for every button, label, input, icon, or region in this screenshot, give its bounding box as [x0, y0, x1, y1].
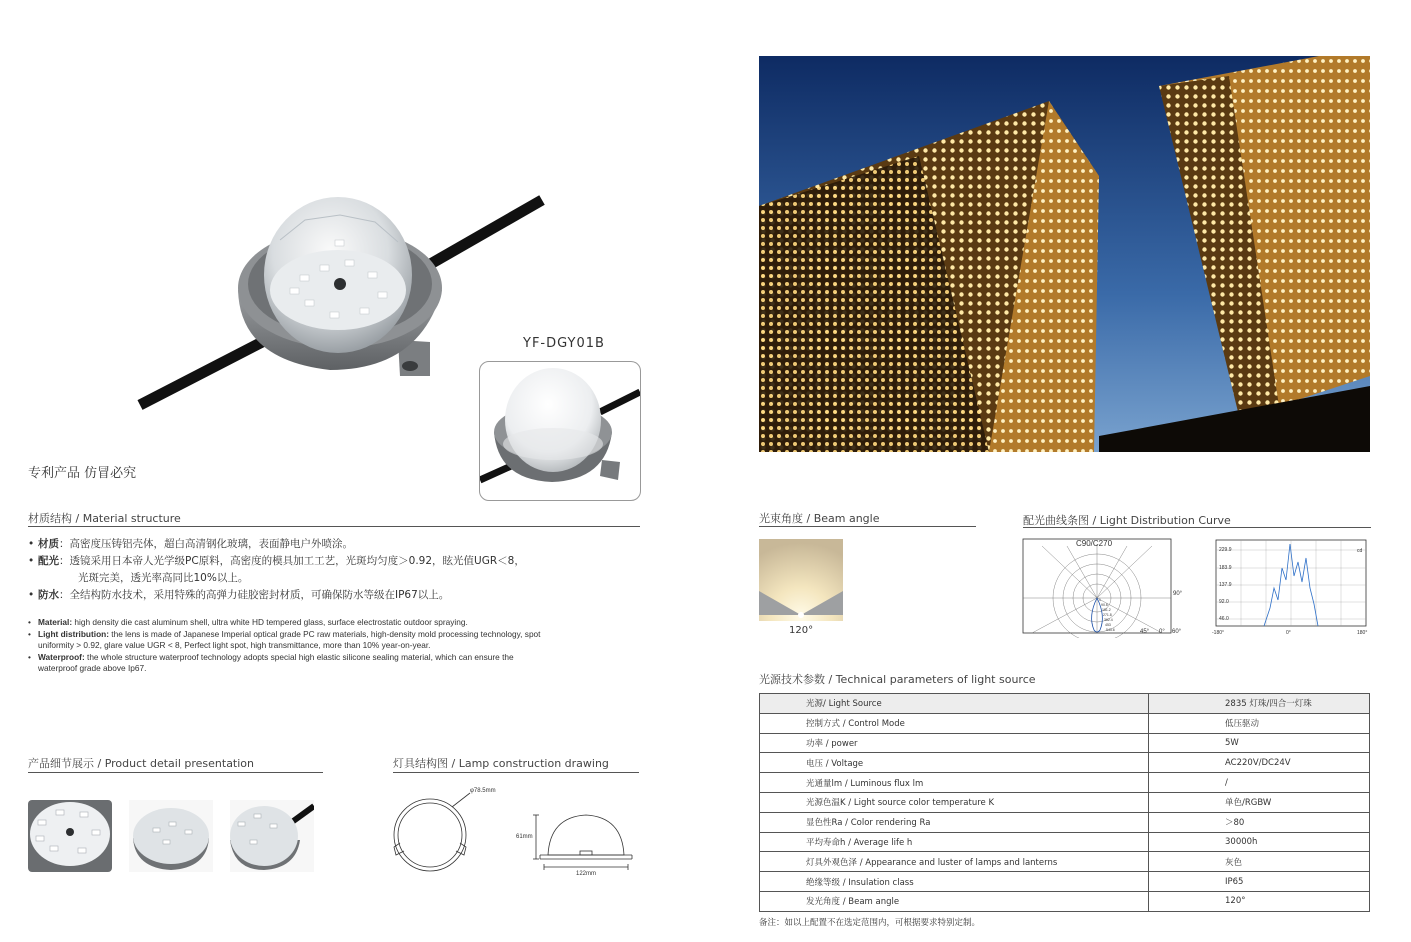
polar-60: 60° [1172, 629, 1182, 635]
frosted-dome-image [480, 362, 640, 500]
detail-thumb-2 [129, 800, 213, 872]
polar-label: C90/C270 [1076, 539, 1113, 548]
desc: the lens is made of Japanese Imperial optical grade PC raw materials, high-density mold processing technology, spot uniformity > 0.92, glare value UGR < 8, Perfect light spot, high transmittance, more than 10% year-on-year. [38, 628, 541, 650]
detail-thumb-3 [230, 800, 314, 872]
polar-ring-label: 90.6 [1101, 603, 1108, 607]
term: Material: [38, 617, 73, 627]
drawing-section-title: 灯具结构图 / Lamp construction drawing [393, 757, 609, 770]
curve-rule [1023, 527, 1371, 528]
y-tick: 46.0 [1219, 616, 1229, 622]
polar-0: 0° [1159, 629, 1165, 635]
param-key: 光通量lm / Luminous flux lm [760, 773, 1149, 793]
material-cn-item [28, 536, 628, 553]
light-cn-item [28, 553, 628, 587]
material-en-list [28, 617, 553, 675]
polar-45: 45° [1140, 629, 1150, 635]
unit-label: cd [1357, 548, 1363, 554]
x-tick: -180° [1212, 630, 1225, 636]
polar-90: 90° [1173, 591, 1183, 597]
param-value: AC220V/DC24V [1149, 753, 1370, 773]
param-key: 平均寿命h / Average life h [760, 832, 1149, 852]
param-value: 120° [1149, 891, 1370, 911]
detail-thumb-1 [28, 800, 112, 872]
patent-notice: 专利产品 仿冒必究 [28, 466, 137, 481]
param-value: 单色/RGBW [1149, 792, 1370, 812]
params-table [759, 693, 1370, 912]
polar-ring-label: 181.2 [1102, 608, 1111, 612]
material-section-title: 材质结构 / Material structure [28, 512, 181, 525]
table-row [760, 713, 1370, 733]
beam-angle-value: 120° [789, 625, 814, 636]
polar-curve-chart [1022, 538, 1187, 638]
term: 配光 [38, 555, 59, 567]
param-value: 2835 灯珠/四合一灯珠 [1149, 694, 1370, 714]
material-en-item [28, 617, 553, 629]
param-value: 30000h [1149, 832, 1370, 852]
y-tick: 92.0 [1219, 599, 1229, 605]
drawing-rule [393, 772, 639, 773]
param-key: 电压 / Voltage [760, 753, 1149, 773]
desc-cont: 光斑完美，透光率高同比10%以上。 [78, 572, 249, 584]
y-tick: 229.9 [1219, 547, 1232, 553]
polar-ring-label: 271.8 [1103, 613, 1112, 617]
param-value: ＞80 [1149, 812, 1370, 832]
param-key: 发光角度 / Beam angle [760, 891, 1149, 911]
x-tick: 0° [1286, 630, 1291, 636]
dim-width: 122mm [576, 871, 597, 877]
param-value: IP65 [1149, 872, 1370, 892]
dim-height: 61mm [516, 834, 533, 840]
desc: ：透镜采用日本帝人光学级PC原料，高密度的模具加工工艺，光斑均匀度＞0.92，眩光值UGR＜8， [59, 555, 525, 567]
param-key: 光源色温K / Light source color temperature K [760, 792, 1149, 812]
polar-ring-label: 453 [1105, 623, 1111, 627]
param-key: 控制方式 / Control Mode [760, 713, 1149, 733]
polar-ring-label: 543.6 [1106, 628, 1115, 632]
param-key: 绝缘等级 / Insulation class [760, 872, 1149, 892]
desc: ：全结构防水技术，采用特殊的高弹力硅胶密封材质，可确保防水等级在IP67以上。 [59, 589, 450, 601]
detail-rule [28, 772, 323, 773]
table-row [760, 852, 1370, 872]
model-name: YF-DGY01B [523, 336, 605, 351]
param-value: 灰色 [1149, 852, 1370, 872]
table-row [760, 694, 1370, 714]
term: 防水 [38, 589, 59, 601]
linear-curve-chart [1212, 538, 1374, 638]
term: 材质 [38, 538, 59, 550]
table-row [760, 792, 1370, 812]
light-en-item [28, 629, 553, 652]
desc: the whole structure waterproof technology adopts special high elastic silicone sealing material, which can ensure the waterproof grade above Ip67. [38, 651, 514, 673]
beam-rule [759, 526, 976, 527]
material-rule [28, 526, 640, 527]
table-row [760, 733, 1370, 753]
construction-drawing [390, 785, 640, 880]
detail-section-title: 产品细节展示 / Product detail presentation [28, 757, 254, 770]
curve-section-title: 配光曲线条图 / Light Distribution Curve [1023, 514, 1231, 527]
param-key: 显色性Ra / Color rendering Ra [760, 812, 1149, 832]
material-cn-list [28, 536, 628, 604]
beam-angle-image [759, 539, 843, 621]
param-value: 低压驱动 [1149, 713, 1370, 733]
inset-product-frame [479, 361, 641, 501]
table-row [760, 773, 1370, 793]
table-row [760, 832, 1370, 852]
param-key: 光源/ Light Source [760, 694, 1149, 714]
term: Light distribution: [38, 628, 109, 639]
y-tick: 183.9 [1219, 565, 1232, 571]
y-tick: 137.9 [1219, 582, 1232, 588]
table-row [760, 891, 1370, 911]
desc: high density die cast aluminum shell, ultra white HD tempered glass, surface electrostatic outdoor spraying. [72, 617, 468, 627]
param-key: 功率 / power [760, 733, 1149, 753]
term: Waterproof: [38, 651, 85, 662]
params-section-title: 光源技术参数 / Technical parameters of light source [759, 673, 1036, 686]
x-tick: 180° [1357, 630, 1368, 636]
table-row [760, 812, 1370, 832]
polar-ring-label: 1 [1099, 598, 1101, 602]
beam-section-title: 光束角度 / Beam angle [759, 512, 880, 525]
param-value: 5W [1149, 733, 1370, 753]
param-key: 灯具外观色泽 / Appearance and luster of lamps and lanterns [760, 852, 1149, 872]
table-row [760, 872, 1370, 892]
polar-ring-label: 362.4 [1104, 618, 1113, 622]
param-value: / [1149, 773, 1370, 793]
table-row [760, 753, 1370, 773]
table-note: 备注：如以上配置不在选定范围内，可根据要求特别定制。 [759, 918, 981, 928]
desc: ：高密度压铸铝壳体，超白高清钢化玻璃，表面静电户外喷涂。 [59, 538, 353, 550]
waterproof-cn-item [28, 587, 628, 604]
waterproof-en-item [28, 652, 553, 675]
building-photo [759, 56, 1370, 452]
dim-diameter: φ78.5mm [470, 788, 496, 794]
